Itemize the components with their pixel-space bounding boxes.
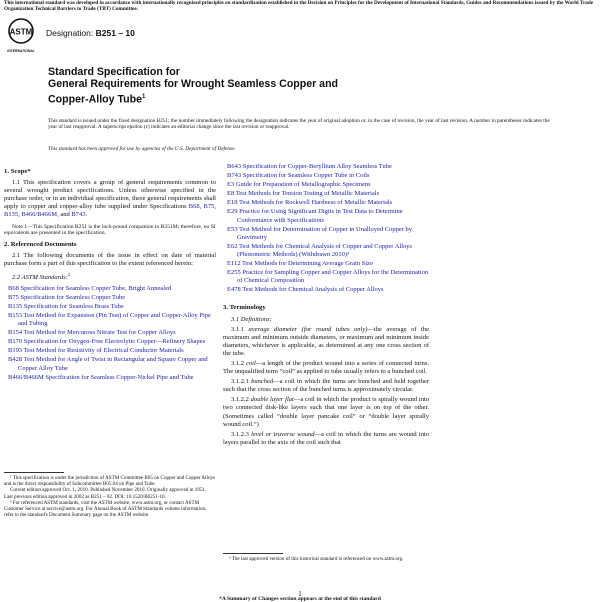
reference-item[interactable] [4, 285, 216, 293]
designation-label: Designation: [46, 28, 94, 38]
reference-code-link[interactable]: B170 [8, 338, 23, 346]
referenced-documents-paragraph: 2.1 The following documents of the issue in effect on date of material purchase form a part of this specification to the extent referenced herein: [4, 252, 216, 268]
reference-item[interactable] [223, 163, 429, 171]
standard-notice: This international standard was developed in accordance with internationally recognized principles on standardization established in the Decision on Principles for the Development of International Standards, Guides and Recommendations issued by the World Trade Organization Technical Barriers to Trade (TBT) Committee. [4, 0, 594, 13]
reference-code-link[interactable]: B643 [227, 163, 242, 170]
reference-title[interactable]: Specification for Seamless Copper Tube, Bright Annealed [20, 284, 172, 292]
designation-value: B251 – 10 [95, 28, 135, 38]
svg-text:ASTM: ASTM [9, 27, 33, 37]
reference-item[interactable] [223, 199, 429, 207]
reference-code-link[interactable]: E255 [227, 269, 241, 277]
footnote-1-edition: Current edition approved Oct. 1, 2010. Published November 2010. Originally approved in 1951. Last previous edition approved in 2002 as B251 – 02. DOI: 10.1520/B0251-10. [4, 487, 207, 500]
reference-code-link[interactable]: E8 [227, 190, 235, 198]
right-reference-list [223, 163, 429, 294]
document-title [48, 66, 548, 105]
reference-code-link[interactable]: B75 [8, 293, 19, 301]
page-number: 1 [298, 590, 302, 598]
summary-of-changes-note: *A Summary of Changes section appears at the end of this standard [219, 596, 381, 602]
footnote-3: ³ The last approved version of this historical standard is referenced on www.astm.org. [229, 556, 404, 562]
title-footnote-ref: 1 [141, 93, 146, 100]
reference-title[interactable]: Guide for Preparation of Metallographic Specimens [235, 181, 371, 189]
reference-title[interactable]: Test Method for Determination of Copper in Unalloyed Copper by Gravimetry [237, 225, 413, 241]
reference-title[interactable]: Specification for Oxygen-Free Electrolytic Copper—Refinery Shapes [23, 338, 206, 346]
reference-item[interactable] [223, 172, 429, 180]
definition-3-1-2: 3.1.2 coil—a length of the product wound into a series of connected turns. The unqualified term “coil” as applied to tube usually refers to a bunched coil. [223, 359, 430, 376]
referenced-documents-heading: 2. Referenced Documents [4, 241, 77, 249]
reference-code-link[interactable]: E478 [227, 286, 241, 294]
dod-approval-note: This standard has been approved for use by agencies of the U.S. Department of Defense. [48, 146, 236, 152]
reference-item[interactable] [4, 329, 216, 337]
reference-item[interactable] [4, 338, 216, 346]
spec-link-b743[interactable]: B743 [71, 211, 86, 219]
title-line-2: General Requirements for Wrought Seamless Copper and [48, 78, 339, 91]
left-column [4, 164, 216, 383]
reference-title[interactable]: Practice for Sampling Copper and Copper Alloys for the Determination of Chemical Composition [237, 269, 429, 285]
note-1: Note 1—This Specification B251 is the inch-pound companion to B251M; therefore, no SI equivalents are presented in the specification. [4, 223, 216, 237]
reference-code-link[interactable]: B428 [8, 356, 23, 364]
right-column [223, 163, 429, 449]
reference-item[interactable] [4, 294, 216, 302]
footnotes-left [4, 475, 216, 518]
reference-item[interactable] [4, 356, 216, 372]
definition-3-1-2-1: 3.1.2.1 bunched—a coil in which the turns are bunched and held together such that the cross section of the bunched turns is approximately circular. [223, 378, 429, 394]
scope-paragraph: 1.1 This specification covers a group of general requirements common to several wrought product specifications. Unless otherwise specified in the purchase order, or in an individual specification, these general requirements shall apply to copper and copper-alloy tube supplied under Specifications B68, B75, B135, B466/B466M, and B743. [4, 179, 216, 219]
reference-code-link[interactable]: B193 [8, 347, 23, 355]
title-line-1: Standard Specification for [48, 66, 180, 78]
reference-code-link[interactable]: E29 [227, 208, 238, 216]
reference-title[interactable]: Test Methods for Rockwell Hardness of Metallic Materials [239, 199, 393, 207]
reference-title[interactable]: Practice for Using Significant Digits in Test Data to Determine Conformance with Specifications [237, 208, 403, 224]
reference-title[interactable]: Test Methods for Determining Average Grain Size [242, 260, 373, 268]
footnote-rule-left [4, 472, 64, 473]
reference-item[interactable] [223, 286, 429, 294]
spec-links[interactable]: B68, B75, B135, B466/B466M, [4, 203, 216, 219]
reference-code-link[interactable]: E18 [227, 199, 238, 207]
definition-3-1-1: 3.1.1 average diameter (for round tubes only)—the average of the maximum and minimum outside diameters, or maximum and minimum inside diameters, whichever is applicable, as determined at any one cross section of the tube. [223, 325, 430, 357]
reference-title[interactable]: Test Method for Mercurous Nitrate Test for Copper Alloys [23, 329, 176, 337]
reference-item[interactable] [4, 347, 216, 355]
left-reference-list [4, 285, 216, 382]
reference-title[interactable]: Specification for Seamless Brass Tube [23, 302, 124, 310]
reference-title[interactable]: Test Methods for Chemical Analysis of Copper Alloys [242, 286, 384, 294]
footnote-1: ¹ This specification is under the jurisdiction of ASTM Committee B05 on Copper and Copper Alloys and is the direct responsibility of Subcommittee B05.04 on Pipe and Tube. [4, 475, 216, 488]
reference-title[interactable]: Specification for Seamless Copper Tube in Coils [242, 172, 370, 180]
reference-item[interactable] [223, 190, 429, 198]
reference-title[interactable]: Test Method for Resistivity of Electrical Conductor Materials [23, 347, 184, 355]
reference-code-link[interactable]: B135 [8, 302, 23, 310]
scope-heading: 1. Scope* [4, 168, 31, 175]
reference-item[interactable] [223, 260, 429, 268]
reference-item[interactable] [4, 303, 216, 311]
reference-title[interactable]: Test Methods for Chemical Analysis of Copper and Copper Alloys (Photometric Methods) (Withdrawn 2010)³ [237, 242, 413, 258]
reference-title[interactable]: Test Method for Angle of Twist in Rectangular and Square Copper and Copper Alloy Tube [18, 356, 208, 372]
definitions-label: 3.1 Definitions: [231, 315, 272, 323]
svg-text:INTERNATIONAL: INTERNATIONAL [7, 49, 35, 53]
reference-code-link[interactable]: E53 [227, 225, 238, 233]
reference-title[interactable]: Specification for Seamless Copper-Nickel Pipe and Tube [45, 373, 194, 381]
designation [46, 28, 135, 38]
reference-title[interactable]: Specification for Copper-Beryllium Alloy Seamless Tube [242, 163, 392, 170]
reference-code-link[interactable]: E3 [227, 181, 235, 189]
reference-item[interactable] [4, 312, 216, 328]
reference-code-link[interactable]: B466/B466M [8, 373, 44, 381]
reference-code-link[interactable]: B154 [8, 329, 23, 337]
reference-code-link[interactable]: B153 [8, 311, 23, 319]
footnote-rule-right [223, 553, 283, 554]
reference-code-link[interactable]: E62 [227, 242, 238, 250]
reference-code-link[interactable]: B743 [227, 172, 242, 180]
reference-item[interactable] [223, 181, 429, 189]
astm-logo-icon [6, 17, 36, 57]
astm-standards-label: 2.2 ASTM Standards:$^2$ [12, 272, 71, 282]
definition-3-1-2-3: 3.1.2.3 level or traverse wound—a coil in which the turns are wound into layers parallel to the axis of the coil such that [223, 430, 430, 446]
reference-item[interactable] [223, 208, 429, 224]
title-line-3: Copper-Alloy Tube [48, 93, 142, 106]
reference-item[interactable] [223, 226, 429, 242]
issue-note: This standard is issued under the fixed designation B251; the number immediately following the designation indicates the year of original adoption or, in the case of revision, the year of last revision. A number in parentheses indicates the year of last reapproval. A superscript epsilon (ε) indicates an editorial change since the last revision or reapproval. [48, 118, 550, 131]
reference-title[interactable]: Specification for Seamless Copper Tube [20, 293, 126, 301]
reference-title[interactable]: Test Methods for Tension Testing of Metallic Materials [235, 190, 380, 198]
footnote-2: ² For referenced ASTM standards, visit the ASTM website, www.astm.org, or contact ASTM Customer Service at service@astm.org. For Annual Book of ASTM Standards volume information, refer to the standard's Document Summary page on the ASTM website. [4, 499, 207, 519]
reference-title[interactable]: Test Method for Expansion (Pin Test) of Copper and Copper-Alloy Pipe and Tubing [18, 311, 211, 328]
reference-item[interactable] [4, 374, 216, 382]
reference-code-link[interactable]: B68 [8, 284, 19, 292]
definition-3-1-2-2: 3.1.2.2 double layer flat—a coil in which the product is spirally wound into two connected disk-like layers such that one layer is on top of the other. (Sometimes called “double layer pancake coil” or “double layer spirally wound coil.”) [223, 396, 430, 428]
terminology-heading: 3. Terminology [223, 304, 266, 312]
reference-code-link[interactable]: E112 [227, 260, 241, 268]
reference-item[interactable] [223, 243, 429, 259]
reference-item[interactable] [223, 269, 429, 285]
